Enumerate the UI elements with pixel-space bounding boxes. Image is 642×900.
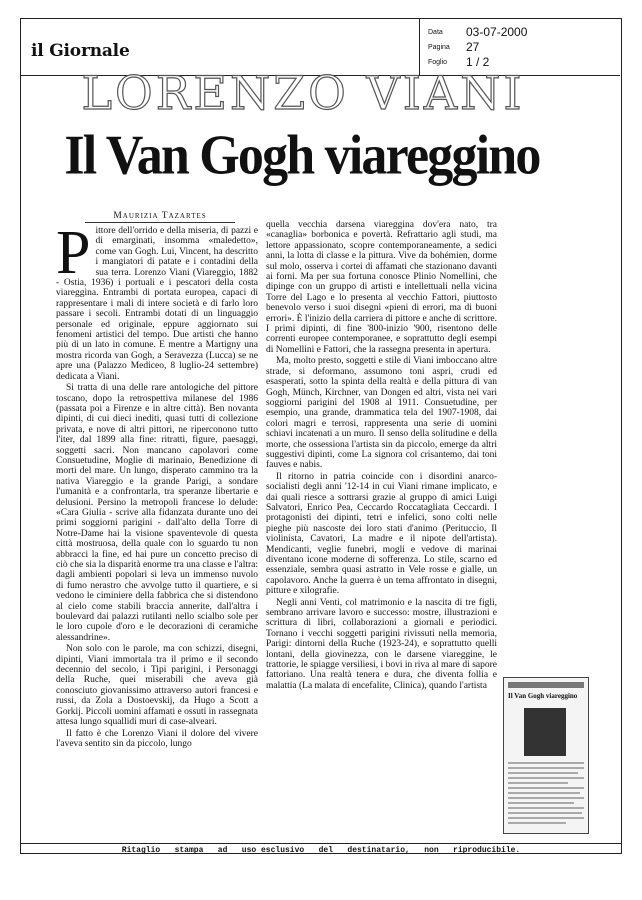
paragraph: [56, 219, 258, 382]
paragraph: Ma, molto presto, soggetti e stile di Viani imboccano altre strade, si deformano, assumono toni aspri, crudi ed esasperati, sotto la spinta della realtà e della pittura di van Gogh, Münch, Kirchner, van Dongen ed altri, vista nei vari soggiorni parigini del 1908 al 1911. Consuetudine, per esempio, una grande, drammatica tela del 1907-1908, dai colori magri e terrosi, rappresenta una serie di uomini schiavi incatenati a un muro. Il senso della solitudine e della morte, che ossessiona l'artista sin da piccolo, emerge da altri suggestivi dipinti, come La signora col crisantemo, dai toni fauves e nabis.: [266, 356, 497, 471]
page-thumbnail: [503, 677, 589, 834]
byline: Maurizia Tazartes: [113, 211, 207, 221]
footer-notice: Ritaglio stampa ad uso esclusivo del destinatario, non riproducibile.: [20, 843, 622, 858]
paragraph: Negli anni Venti, col matrimonio e la nascita di tre figli, sembrano arrivare lavoro e successo: mostre, illustrazioni e scrittura di libri, collaborazioni a giornali e periodici. Tornano i vecchi soggetti parigini rivissuti nella memoria, Parigi: dintorni della Ruche (1923-24), e soprattutto quelli lontani, della giovinezza, con le darsene viareggine, le trattorie, le spiagge versiliesi, i bovi in riva al mare di sapore fattoriano. Una realtà tenera e dura, che diventa follia e malattia (La malata di encefalite, Clinica), quando l'artista: [266, 597, 497, 691]
paragraph: Il fatto è che Lorenzo Viani il dolore del vivere l'aveva sentito sin da piccolo, lungo: [56, 728, 258, 749]
thumbnail-text-line: [508, 792, 580, 794]
thumbnail-text-line: [508, 772, 578, 774]
paragraph: Si tratta di una delle rare antologiche del pittore toscano, dopo la retrospettiva milanese del 1986 (passata poi a Firenze e in altre città). Ben novanta dipinti, di cui dieci inediti, quasi tutti di collezione privata, e nove di altri pittori, ne riperconono tutto l'iter, dal 1899 alla fine: ritratti, figure, paesaggi, soggetti sacri. Non mancano capolavori come Consuetudine, Moglie di marinaio, Benedizione di morti del mare. Un lungo, disperato cammino tra la nativa Viareggio e la grande Parigi, a sondare l'umanità e a confrontarla, tra speranze libertarie e delusioni. Persino la metropoli francese lo delude: «Cara Giulia - scrive alla fidanzata durante uno dei primi soggiorni parigini - dall'alto della Torre di Notre-Dame hai la visione spaventevole di questa città mostruosa, della quale con lo sguardo tu non abbracci la fine, ed hai pure un concetto preciso di ciò che sia la disparità enorme tra una classe e l'altra: dagli ambienti popolari si leva un immenso nuvolo di fumo nerastro che avvolge tutto il quartiere, e si vedono le ciminiere della fabbrica che si distendono al cielo come stabili braccia annerite, dall'altra i boulevard dai palazzi rutilanti nello scialbo sole per le loro cupole d'oro e le decorazioni di ceramiche alessandrine».: [56, 383, 258, 643]
thumbnail-text-line: [508, 777, 584, 779]
thumbnail-text-line: [508, 822, 566, 824]
masthead: il Giornale: [31, 41, 130, 61]
paragraph: quella vecchia darsena viareggina dov'era nato, tra «canaglia» borbonica e povertà. Refrattario agli studi, ma lettore appassionato, scopre contemporaneamente, a sedici anni, la lotta di classe e la pittura. Vive da bohémien, dorme sul molo, osserva i cortei di affamati che stazionano davanti ai forni. Ma per sua fortuna conosce Plinio Nomellini, che dipinge con un gruppo di artisti e intellettuali nella vicina Torre del Lago e lo presenta al vecchio Fattori, piuttosto benevolo verso i suoi disegni «pieni di errori, ma di buoni errori». È l'inizio della carriera di pittore e anche di scrittore. I primi dipinti, di fine '800-inizio '900, risentono delle correnti europee contemporanee, e soprattutto degli esempi di Nomellini e Fattori, che la rassegna presenta in apertura.: [266, 220, 497, 355]
thumbnail-text-line: [508, 767, 584, 769]
byline-rule: [85, 222, 235, 223]
meta-label: Data: [428, 29, 443, 36]
thumbnail-text-line: [508, 762, 584, 764]
paragraph: Il ritorno in patria coincide con i disordini anarco-socialisti degli anni '12-14 in cui Viani rimane implicato, e dai quali riesce a sottrarsi grazie al gruppo di amici Luigi Salvatori, Enrico Pea, Ceccardo Roccatagliata Ceccardi. I protagonisti dei dipinti, tetri e infelici, sono colti nelle pieghe più nascoste dei loro stati d'animo (Perituccio, Il violinista, Cavatori, La madre e il nipote dell'artista). Mendicanti, veglie funebri, mogli e vedove di marinai diventano icone moderne di sofferenza. Lo stile, scarno ed essenziale, sembra quasi astratto in Vele rosse e gialle, un capolavoro. Anche la guerra è un tema affrontato in disegni, pitture e xilografie.: [266, 471, 497, 597]
thumbnail-text-line: [508, 782, 568, 784]
thumbnail-text-line: [508, 812, 582, 814]
thumbnail-photo: [524, 708, 566, 756]
thumbnail-text-line: [508, 787, 584, 789]
drop-cap: P: [56, 219, 91, 287]
thumbnail-text-line: [508, 802, 574, 804]
article-column-1: [56, 219, 258, 750]
meta-value: 27: [466, 40, 480, 54]
thumbnail-text-line: [508, 817, 584, 819]
thumbnail-text-line: [508, 807, 584, 809]
thumbnail-text-line: [508, 797, 584, 799]
kicker: LORENZO VIANI: [81, 66, 525, 120]
article-column-2: [266, 220, 497, 692]
paragraph: Non solo con le parole, ma con schizzi, disegni, dipinti, Viani immortala tra il primo e il secondo decennio del secolo, i Tipi parigini, i Personaggi della Ruche, quei miserabili che aveva già conosciuto giovanissimo attraverso autori francesi e russi, da Zola a Dostoevskij, da Hugo a Scott a Gorkij. Piccoli uomini affamati e ossuti in rassegnata attesa lungo squallidi muri di case-alveari.: [56, 644, 258, 728]
thumbnail-masthead-bar: [508, 682, 584, 688]
meta-value: 1 / 2: [466, 55, 490, 69]
thumbnail-title: Il Van Gogh viareggino: [508, 692, 578, 700]
paragraph-text: ittore dell'orrido e della miseria, di pazzi e di emarginati, insomma «maledetto», come van Gogh. Lui, Vincent, ha descritto i mangiatori di patate e i contadini della sua terra. Lorenzo Viani (Viareggio, 1882 - Ostia, 1936) i portuali e i pescatori della costa viareggina. Entrambi di portata europea, capaci di rappresentare i mali di intere società e di farlo loro passare i secoli. Entrambi dotati di un linguaggio personale ed originale, eppure aggiornato sui fenomeni artistici del tempo. Due artisti che hanno più di un lato in comune. E mentre a Martigny una mostra ricorda van Gogh, a Seravezza (Lucca) se ne apre una (Palazzo Mediceo, 8 luglio-24 settembre) dedicata a Viani.: [56, 226, 258, 382]
headline: Il Van Gogh viareggino: [64, 125, 540, 187]
meta-label: Foglio: [428, 59, 448, 66]
meta-value: 03-07-2000: [466, 25, 528, 39]
meta-label: Pagina: [428, 44, 450, 51]
